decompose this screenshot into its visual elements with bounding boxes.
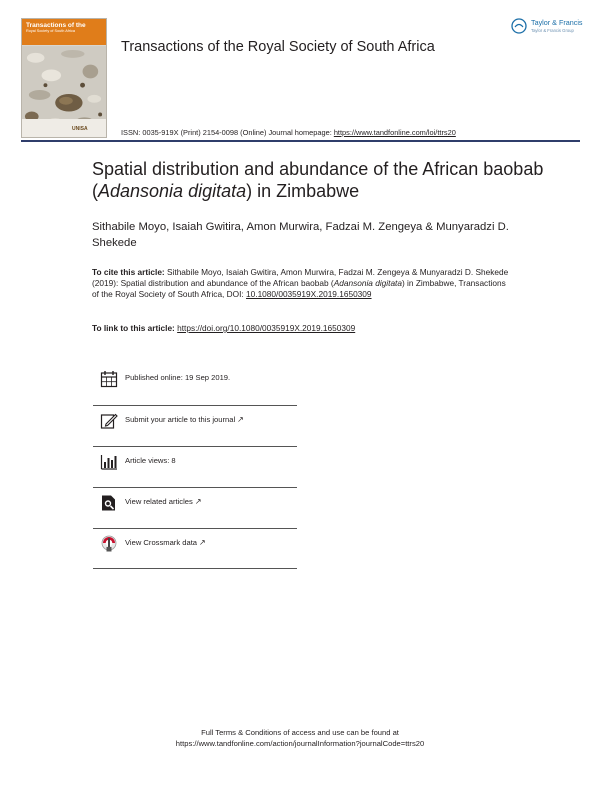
bar-chart-icon bbox=[100, 453, 118, 471]
article-title: Spatial distribution and abundance of the African baobab (Adansonia digitata) in Zimbabwe bbox=[92, 159, 544, 201]
article-link-line bbox=[92, 323, 512, 334]
publisher-logo-name: Taylor & Francis bbox=[531, 18, 583, 27]
cover-publisher-mark: UNISA bbox=[72, 126, 88, 132]
journal-title: Transactions of the Royal Society of South Africa bbox=[121, 39, 435, 55]
submit-edit-icon bbox=[100, 412, 118, 430]
terms-link[interactable]: https://www.tandfonline.com/action/journalInformation?journalCode=ttrs20 bbox=[175, 739, 425, 748]
article-views-text: Article views: 8 bbox=[125, 456, 176, 465]
cover-footer-bar bbox=[22, 119, 106, 137]
article-doi-link[interactable]: https://doi.org/10.1080/0035919X.2019.1650309 bbox=[177, 323, 356, 333]
cover-title: Transactions of the Royal Society of South Africa bbox=[26, 22, 86, 33]
related-search-icon bbox=[100, 494, 118, 512]
calendar-icon bbox=[100, 370, 118, 388]
submit-article-link[interactable]: Submit your article to this journal ↗ bbox=[125, 415, 244, 424]
external-link-icon: ↗ bbox=[199, 538, 206, 547]
citation-block: To cite this article: Sithabile Moyo, Isaiah Gwitira, Amon Murwira, Fadzai M. Zengeya & Munyaradzi D. Shekede (2019): Spatial distribution and abundance of the African baobab (Adansonia digitata) in Zimbabwe, Transactions of the Royal Society of South Africa, DOI: 10.1080/0035919X.2019.1650309 bbox=[92, 267, 509, 299]
external-link-icon: ↗ bbox=[237, 415, 244, 424]
issn-line bbox=[121, 128, 456, 137]
published-online-row bbox=[93, 370, 297, 410]
crossmark-row[interactable] bbox=[93, 535, 297, 575]
row-divider bbox=[93, 446, 297, 447]
issn-text: ISSN: 0035-919X (Print) 2154-0098 (Online) Journal homepage: bbox=[121, 128, 334, 137]
row-divider bbox=[93, 487, 297, 488]
row-divider bbox=[93, 405, 297, 406]
publisher-logo-sub: Taylor & Francis Group bbox=[531, 28, 574, 33]
journal-cover-image bbox=[21, 18, 107, 138]
row-divider bbox=[93, 568, 297, 569]
link-label: To link to this article: bbox=[92, 323, 178, 333]
crossmark-link[interactable]: View Crossmark data ↗ bbox=[125, 538, 206, 547]
crossmark-icon bbox=[100, 535, 118, 553]
cite-label: To cite this article: bbox=[92, 267, 165, 277]
article-authors: Sithabile Moyo, Isaiah Gwitira, Amon Murwira, Fadzai M. Zengeya & Munyaradzi D. Shekede bbox=[92, 221, 509, 249]
journal-homepage-link[interactable]: https://www.tandfonline.com/loi/ttrs20 bbox=[333, 128, 456, 137]
related-articles-link[interactable]: View related articles ↗ bbox=[125, 497, 202, 506]
cite-doi-link[interactable]: 10.1080/0035919X.2019.1650309 bbox=[246, 289, 372, 299]
publisher-logo-icon bbox=[511, 18, 527, 34]
terms-text: Full Terms & Conditions of access and use can be found at bbox=[201, 728, 399, 737]
terms-footer bbox=[0, 727, 600, 749]
external-link-icon: ↗ bbox=[194, 497, 202, 506]
published-online-text: Published online: 19 Sep 2019. bbox=[125, 373, 231, 382]
header-divider bbox=[21, 140, 580, 142]
taylor-francis-logo[interactable] bbox=[511, 18, 587, 40]
row-divider bbox=[93, 528, 297, 529]
